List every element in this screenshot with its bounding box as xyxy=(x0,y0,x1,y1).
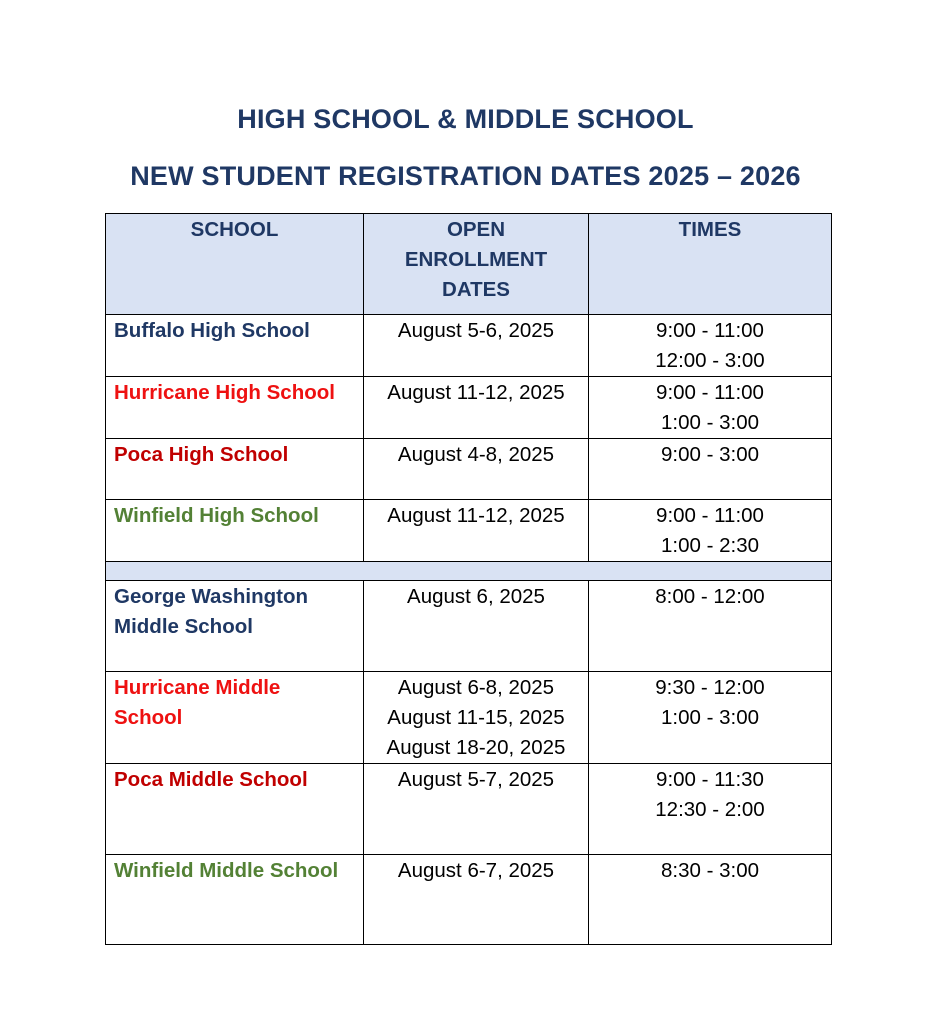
registration-times: 9:00 - 11:00 12:00 - 3:00 xyxy=(589,315,832,377)
header-row xyxy=(106,214,832,315)
enrollment-dates: August 6-8, 2025 August 11-15, 2025 August 18-20, 2025 xyxy=(364,672,589,764)
registration-times: 9:00 - 11:00 1:00 - 2:30 xyxy=(589,500,832,562)
header-dates-line: DATES xyxy=(442,278,510,301)
enrollment-dates: August 4-8, 2025 xyxy=(364,439,589,500)
registration-times: 9:30 - 12:00 1:00 - 3:00 xyxy=(589,672,832,764)
registration-times: 8:00 - 12:00 xyxy=(589,581,832,672)
school-name: Winfield Middle School xyxy=(106,855,364,945)
section-separator xyxy=(106,562,832,581)
header-times: TIMES xyxy=(589,214,832,315)
title-line-1: HIGH SCHOOL & MIDDLE SCHOOL xyxy=(237,104,694,134)
table-row xyxy=(106,315,832,377)
enrollment-dates: August 11-12, 2025 xyxy=(364,500,589,562)
enrollment-dates: August 6, 2025 xyxy=(364,581,589,672)
registration-times: 9:00 - 3:00 xyxy=(589,439,832,500)
table-row xyxy=(106,855,832,945)
enrollment-dates: August 11-12, 2025 xyxy=(364,377,589,439)
header-school: SCHOOL xyxy=(106,214,364,315)
title-line-2: NEW STUDENT REGISTRATION DATES 2025 – 2026 xyxy=(130,161,801,191)
registration-table xyxy=(105,213,832,945)
separator-cell xyxy=(106,562,832,581)
registration-times: 9:00 - 11:00 1:00 - 3:00 xyxy=(589,377,832,439)
registration-times: 9:00 - 11:30 12:30 - 2:00 xyxy=(589,764,832,855)
school-name: Winfield High School xyxy=(106,500,364,562)
registration-times: 8:30 - 3:00 xyxy=(589,855,832,945)
school-name: Hurricane Middle School xyxy=(106,672,364,764)
header-dates-line: ENROLLMENT xyxy=(404,248,548,271)
school-name: Poca High School xyxy=(106,439,364,500)
table-row xyxy=(106,439,832,500)
enrollment-dates: August 5-7, 2025 xyxy=(364,764,589,855)
school-name: Hurricane High School xyxy=(106,377,364,439)
table-row xyxy=(106,377,832,439)
header-dates xyxy=(364,214,589,315)
table-row xyxy=(106,581,832,672)
header-dates-line: OPEN xyxy=(446,218,506,241)
school-name: Poca Middle School xyxy=(106,764,364,855)
table-row xyxy=(106,764,832,855)
enrollment-dates: August 5-6, 2025 xyxy=(364,315,589,377)
school-name: George Washington Middle School xyxy=(106,581,364,672)
enrollment-dates: August 6-7, 2025 xyxy=(364,855,589,945)
table-row xyxy=(106,672,832,764)
school-name: Buffalo High School xyxy=(106,315,364,377)
table-row xyxy=(106,500,832,562)
